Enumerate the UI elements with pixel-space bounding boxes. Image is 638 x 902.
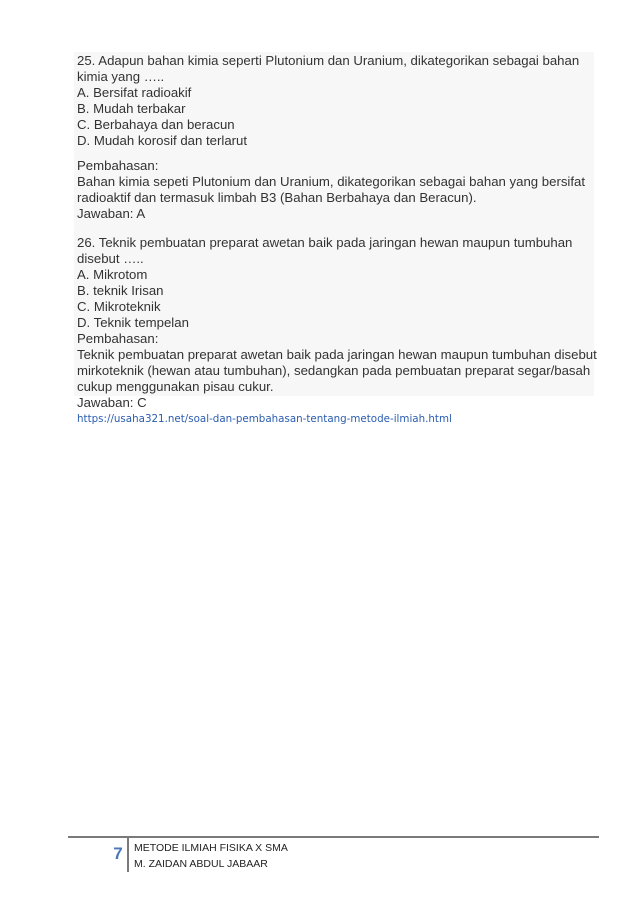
option-a: A. Mikrotom	[77, 267, 148, 282]
answer: Jawaban: A	[77, 206, 146, 221]
option-d: D. Teknik tempelan	[77, 315, 189, 330]
question-26-text-cont: disebut …..	[77, 251, 144, 266]
pembahasan-label: Pembahasan:	[77, 158, 159, 173]
explanation-line: Bahan kimia sepeti Plutonium dan Uranium, dikategorikan sebagai bahan yang bersifat	[77, 174, 586, 189]
explanation-line: mirkoteknik (hewan atau tumbuhan), sedangkan pada pembuatan preparat segar/basah	[77, 363, 591, 378]
footer-author: M. ZAIDAN ABDUL JABAAR	[134, 858, 268, 870]
option-b: B. Mudah terbakar	[77, 101, 186, 116]
question-25-text: 25. Adapun bahan kimia seperti Plutonium dan Uranium, dikategorikan sebagai bahan	[77, 53, 580, 68]
option-a: A. Bersifat radioakif	[77, 85, 192, 100]
explanation-line: cukup menggunakan pisau cukur.	[77, 379, 274, 394]
option-b: B. teknik Irisan	[77, 283, 164, 298]
footer-title: METODE ILMIAH FISIKA X SMA	[134, 842, 288, 854]
pembahasan-label: Pembahasan:	[77, 331, 159, 346]
option-c: C. Berbahaya dan beracun	[77, 117, 235, 132]
option-c: C. Mikroteknik	[77, 299, 161, 314]
answer: Jawaban: C	[77, 395, 147, 410]
question-26-text: 26. Teknik pembuatan preparat awetan baik pada jaringan hewan maupun tumbuhan	[77, 235, 573, 250]
explanation-line: radioaktif dan termasuk limbah B3 (Bahan Berbahaya dan Beracun).	[77, 190, 477, 205]
option-d: D. Mudah korosif dan terlarut	[77, 133, 248, 148]
footer-divider	[127, 838, 129, 872]
explanation-line: Teknik pembuatan preparat awetan baik pada jaringan hewan maupun tumbuhan disebut	[77, 347, 597, 362]
source-link[interactable]: https://usaha321.net/soal-dan-pembahasan-tentang-metode-ilmiah.html	[77, 413, 452, 425]
page-number: 7	[113, 844, 123, 863]
question-25-text-cont: kimia yang …..	[77, 69, 165, 84]
footer-rule	[68, 836, 599, 838]
